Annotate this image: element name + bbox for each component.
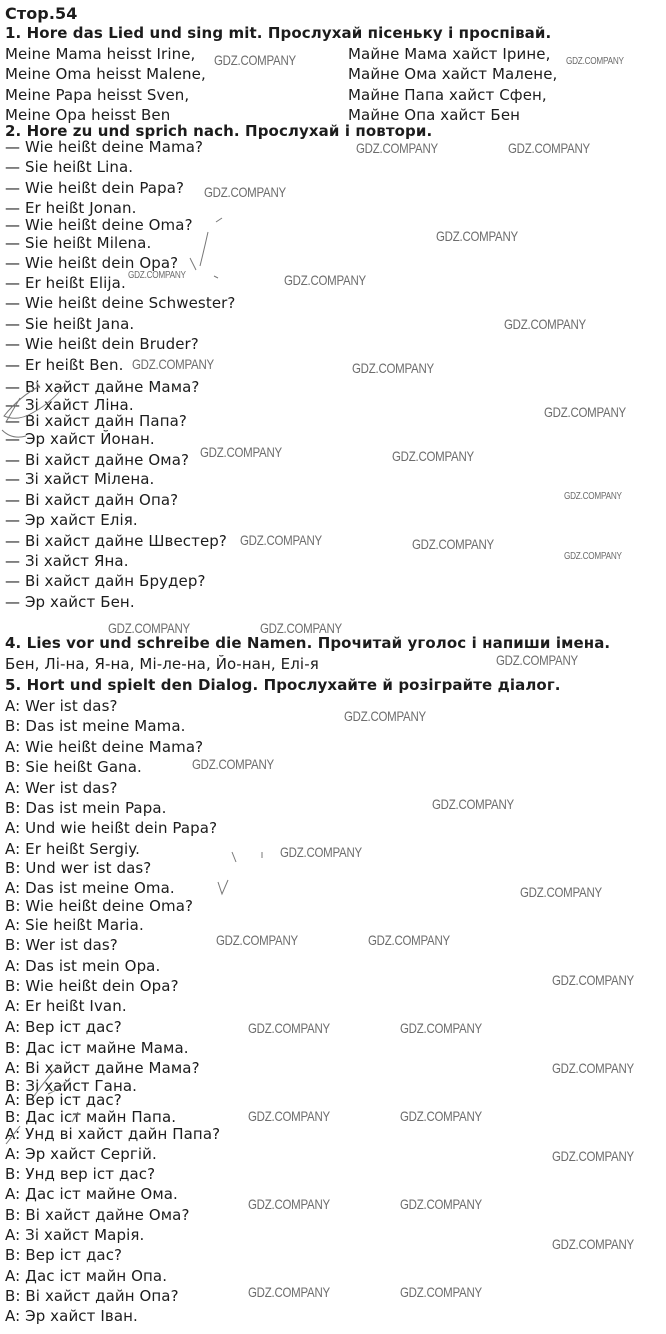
song-line-de: Meine Mama heisst Irine, — [5, 45, 196, 63]
dialog-line: A: Das ist meine Oma. — [5, 879, 175, 897]
dialog-line: A: Эр хайст Сергій. — [5, 1145, 157, 1163]
dialog-line: B: Wer ist das? — [5, 936, 118, 954]
dialog-line: — Ві хайст дайн Брудер? — [5, 572, 206, 590]
dialog-line: — Эр хайст Елія. — [5, 511, 138, 529]
dialog-line: A: Вер іст дас? — [5, 1018, 122, 1036]
dialog-line: B: Und wer ist das? — [5, 859, 152, 877]
watermark: GDZ.COMPANY — [400, 1108, 482, 1124]
watermark: GDZ.COMPANY — [508, 140, 590, 156]
watermark: GDZ.COMPANY — [436, 228, 518, 244]
watermark: GDZ.COMPANY — [564, 491, 622, 502]
dialog-line: A: Wer ist das? — [5, 779, 118, 797]
watermark: GDZ.COMPANY — [400, 1284, 482, 1300]
dialog-line: — Wie heißt dein Bruder? — [5, 335, 199, 353]
dialog-line: — Er heißt Elija. — [5, 274, 126, 292]
watermark: GDZ.COMPANY — [552, 972, 634, 988]
watermark: GDZ.COMPANY — [544, 404, 626, 420]
dialog-line: B: Das ist meine Mama. — [5, 717, 186, 735]
dialog-line: A: Er heißt Ivan. — [5, 997, 127, 1015]
watermark: GDZ.COMPANY — [192, 756, 274, 772]
watermark: GDZ.COMPANY — [496, 652, 578, 668]
dialog-line: A: Унд ві хайст дайн Папа? — [5, 1125, 221, 1143]
dialog-line: B: Вер іст дас? — [5, 1246, 123, 1264]
watermark: GDZ.COMPANY — [132, 356, 214, 372]
dialog-line: B: Wie heißt deine Oma? — [5, 897, 194, 915]
dialog-line: B: Дас іст майне Мама. — [5, 1039, 189, 1057]
watermark: GDZ.COMPANY — [214, 52, 296, 68]
dialog-line: B: Дас іст майн Папа. — [5, 1108, 177, 1126]
exercise-5-heading: 5. Hort und spielt den Dialog. Прослухайте й розіграйте діалог. — [5, 676, 561, 694]
dialog-line: — Ві хайст дайн Папа? — [5, 412, 187, 430]
watermark: GDZ.COMPANY — [552, 1060, 634, 1076]
dialog-line: — Ві хайст дайне Мама? — [5, 378, 200, 396]
dialog-line: — Sie heißt Lina. — [5, 158, 134, 176]
song-line-ua: Майне Папа хайст Сфен, — [348, 86, 547, 104]
dialog-line: — Зі хайст Мілена. — [5, 470, 155, 488]
watermark: GDZ.COMPANY — [248, 1196, 330, 1212]
dialog-line: A: Sie heißt Maria. — [5, 916, 144, 934]
dialog-line: A: Ві хайст дайне Мама? — [5, 1059, 200, 1077]
exercise-4-names: Бен, Лі-на, Я-на, Мі-ле-на, Йо-нан, Елі-я — [5, 655, 319, 673]
dialog-line: — Зі хайст Ліна. — [5, 396, 134, 414]
exercise-2-heading: 2. Hore zu und sprich nach. Прослухай і повтори. — [5, 122, 433, 140]
watermark: GDZ.COMPANY — [432, 796, 514, 812]
watermark: GDZ.COMPANY — [344, 708, 426, 724]
watermark: GDZ.COMPANY — [248, 1284, 330, 1300]
exercise-4-heading: 4. Lies vor und schreibe die Namen. Прочитай уголос і напиши імена. — [5, 634, 611, 652]
dialog-line: A: Wer ist das? — [5, 697, 118, 715]
song-line-ua: Майне Ома хайст Малене, — [348, 65, 558, 83]
dialog-line: — Ві хайст дайн Опа? — [5, 491, 179, 509]
watermark: GDZ.COMPANY — [108, 620, 190, 636]
watermark: GDZ.COMPANY — [400, 1196, 482, 1212]
watermark: GDZ.COMPANY — [566, 56, 624, 67]
watermark: GDZ.COMPANY — [392, 448, 474, 464]
dialog-line: B: Wie heißt dein Opa? — [5, 977, 179, 995]
dialog-line: A: Дас іст майн Опа. — [5, 1267, 168, 1285]
dialog-line: — Эр хайст Йонан. — [5, 430, 155, 448]
dialog-line: — Wie heißt deine Oma? — [5, 216, 193, 234]
exercise-1-heading: 1. Hore das Lied und sing mit. Прослухай пісеньку і проспівай. — [5, 24, 552, 42]
dialog-line: — Ві хайст дайне Ома? — [5, 451, 190, 469]
dialog-line: A: Вер іст дас? — [5, 1091, 122, 1109]
watermark: GDZ.COMPANY — [352, 360, 434, 376]
song-line-de: Meine Oma heisst Malene, — [5, 65, 206, 83]
watermark: GDZ.COMPANY — [260, 620, 342, 636]
dialog-line: — Ві хайст дайне Швестер? — [5, 532, 227, 550]
watermark: GDZ.COMPANY — [204, 184, 286, 200]
watermark: GDZ.COMPANY — [216, 932, 298, 948]
dialog-line: B: Зі хайст Гана. — [5, 1077, 138, 1095]
dialog-line: A: Эр хайст Іван. — [5, 1307, 138, 1325]
dialog-line: — Wie heißt deine Mama? — [5, 138, 204, 156]
watermark: GDZ.COMPANY — [412, 536, 494, 552]
dialog-line: — Er heißt Jonan. — [5, 199, 137, 217]
watermark: GDZ.COMPANY — [200, 444, 282, 460]
dialog-line: — Sie heißt Milena. — [5, 234, 152, 252]
dialog-line: B: Sie heißt Gana. — [5, 758, 142, 776]
dialog-line: — Wie heißt dein Opa? — [5, 254, 179, 272]
dialog-line: B: Das ist mein Papa. — [5, 799, 167, 817]
watermark: GDZ.COMPANY — [368, 932, 450, 948]
watermark: GDZ.COMPANY — [248, 1020, 330, 1036]
watermark: GDZ.COMPANY — [128, 270, 186, 281]
page-title: Стор.54 — [5, 4, 78, 23]
watermark: GDZ.COMPANY — [280, 844, 362, 860]
dialog-line: B: Ві хайст дайне Ома? — [5, 1206, 190, 1224]
dialog-line: B: Унд вер іст дас? — [5, 1165, 156, 1183]
dialog-line: — Sie heißt Jana. — [5, 315, 135, 333]
watermark: GDZ.COMPANY — [240, 532, 322, 548]
dialog-line: A: Дас іст майне Ома. — [5, 1185, 178, 1203]
dialog-line: — Эр хайст Бен. — [5, 593, 135, 611]
dialog-line: — Wie heißt deine Schwester? — [5, 294, 236, 312]
dialog-line: B: Ві хайст дайн Опа? — [5, 1287, 179, 1305]
watermark: GDZ.COMPANY — [504, 316, 586, 332]
watermark: GDZ.COMPANY — [520, 884, 602, 900]
watermark: GDZ.COMPANY — [552, 1236, 634, 1252]
watermark: GDZ.COMPANY — [552, 1148, 634, 1164]
watermark: GDZ.COMPANY — [400, 1020, 482, 1036]
song-line-de: Meine Opa heisst Ben — [5, 106, 171, 124]
watermark: GDZ.COMPANY — [356, 140, 438, 156]
watermark: GDZ.COMPANY — [284, 272, 366, 288]
dialog-line: — Er heißt Ben. — [5, 356, 124, 374]
dialog-line: A: Зі хайст Марія. — [5, 1226, 145, 1244]
dialog-line: A: Wie heißt deine Mama? — [5, 738, 204, 756]
song-line-ua: Майне Мама хайст Ірине, — [348, 45, 551, 63]
dialog-line: — Wie heißt dein Papa? — [5, 179, 185, 197]
dialog-line: A: Das ist mein Opa. — [5, 957, 161, 975]
dialog-line: A: Und wie heißt dein Papa? — [5, 819, 218, 837]
dialog-line: — Зі хайст Яна. — [5, 552, 129, 570]
watermark: GDZ.COMPANY — [564, 551, 622, 562]
dialog-line: A: Er heißt Sergiy. — [5, 840, 140, 858]
watermark: GDZ.COMPANY — [248, 1108, 330, 1124]
song-line-ua: Майне Опа хайст Бен — [348, 106, 521, 124]
song-line-de: Meine Papa heisst Sven, — [5, 86, 190, 104]
